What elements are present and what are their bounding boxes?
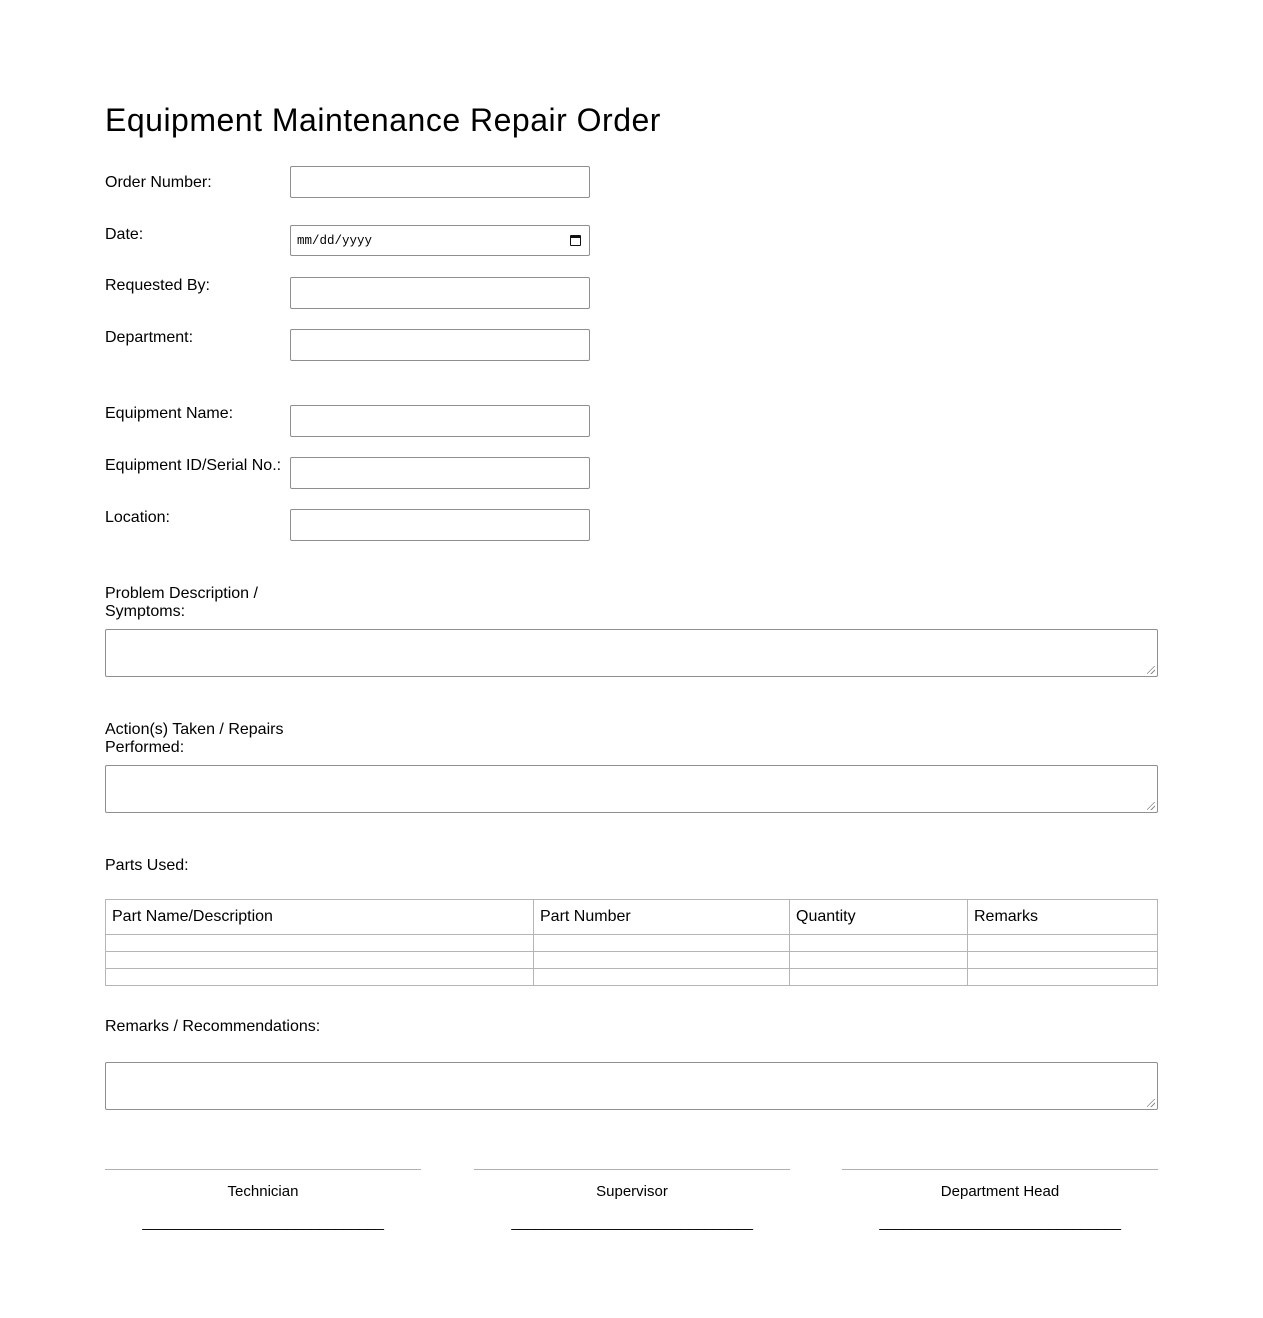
- column-header-quantity: Quantity: [790, 900, 968, 935]
- page-title: Equipment Maintenance Repair Order: [105, 102, 661, 138]
- signature-underline: ______________________________: [879, 1214, 1121, 1231]
- department-label: Department:: [105, 329, 194, 346]
- actions-taken-label: Action(s) Taken / Repairs Performed:: [105, 721, 284, 756]
- table-cell[interactable]: [790, 952, 968, 969]
- signature-department-head: [842, 1169, 1158, 1232]
- equipment-name-row: [105, 405, 1158, 437]
- table-cell[interactable]: [534, 952, 790, 969]
- date-placeholder: mm/dd/yyyy: [297, 233, 373, 248]
- table-cell[interactable]: [968, 935, 1158, 952]
- date-row: [105, 226, 1158, 258]
- equipment-name-input[interactable]: [290, 405, 590, 437]
- equipment-id-input[interactable]: [290, 457, 590, 489]
- table-cell[interactable]: [106, 969, 534, 986]
- location-row: [105, 509, 1158, 541]
- requested-by-input[interactable]: [290, 277, 590, 309]
- signature-technician: [105, 1169, 421, 1232]
- problem-description-label: Problem Description / Symptoms:: [105, 585, 258, 620]
- resize-grip-icon[interactable]: [1147, 802, 1155, 810]
- resize-grip-icon[interactable]: [1147, 666, 1155, 674]
- signature-supervisor: [474, 1169, 790, 1232]
- column-header-part-number: Part Number: [534, 900, 790, 935]
- table-cell[interactable]: [790, 969, 968, 986]
- table-cell[interactable]: [106, 952, 534, 969]
- resize-grip-icon[interactable]: [1147, 1099, 1155, 1107]
- signature-line: [474, 1169, 790, 1170]
- table-row: [106, 952, 1158, 969]
- table-cell[interactable]: [790, 935, 968, 952]
- actions-taken-textarea[interactable]: [105, 765, 1158, 813]
- date-label: Date:: [105, 226, 144, 243]
- problem-description-textarea[interactable]: [105, 629, 1158, 677]
- order-number-label: Order Number:: [105, 174, 212, 191]
- signature-label-department-head: Department Head: [940, 1183, 1060, 1200]
- department-row: [105, 329, 1158, 361]
- signature-line: [105, 1169, 421, 1170]
- column-header-part-name: Part Name/Description: [106, 900, 534, 935]
- parts-table-header-row: [106, 900, 1158, 935]
- remarks-label: Remarks / Recommendations:: [105, 1018, 321, 1035]
- order-number-row: [105, 174, 1158, 206]
- location-label: Location:: [105, 509, 170, 526]
- equipment-name-label: Equipment Name:: [105, 405, 234, 422]
- requested-by-label: Requested By:: [105, 277, 210, 294]
- order-number-input[interactable]: [290, 166, 590, 198]
- requested-by-row: [105, 277, 1158, 309]
- table-cell[interactable]: [968, 952, 1158, 969]
- column-header-remarks: Remarks: [968, 900, 1158, 935]
- table-cell[interactable]: [534, 969, 790, 986]
- table-row: [106, 969, 1158, 986]
- signature-label-supervisor: Supervisor: [596, 1183, 668, 1200]
- signature-line: [842, 1169, 1158, 1170]
- remarks-textarea[interactable]: [105, 1062, 1158, 1110]
- date-input[interactable]: [290, 225, 590, 256]
- calendar-icon[interactable]: [570, 235, 581, 246]
- table-cell[interactable]: [968, 969, 1158, 986]
- department-input[interactable]: [290, 329, 590, 361]
- parts-used-table: [105, 899, 1158, 986]
- table-cell[interactable]: [106, 935, 534, 952]
- table-cell[interactable]: [534, 935, 790, 952]
- signature-underline: ______________________________: [142, 1214, 384, 1231]
- parts-used-label: Parts Used:: [105, 857, 189, 874]
- signature-label-technician: Technician: [227, 1183, 299, 1200]
- location-input[interactable]: [290, 509, 590, 541]
- table-row: [106, 935, 1158, 952]
- signature-underline: ______________________________: [511, 1214, 753, 1231]
- equipment-id-label: Equipment ID/Serial No.:: [105, 457, 282, 474]
- equipment-id-row: [105, 457, 1158, 489]
